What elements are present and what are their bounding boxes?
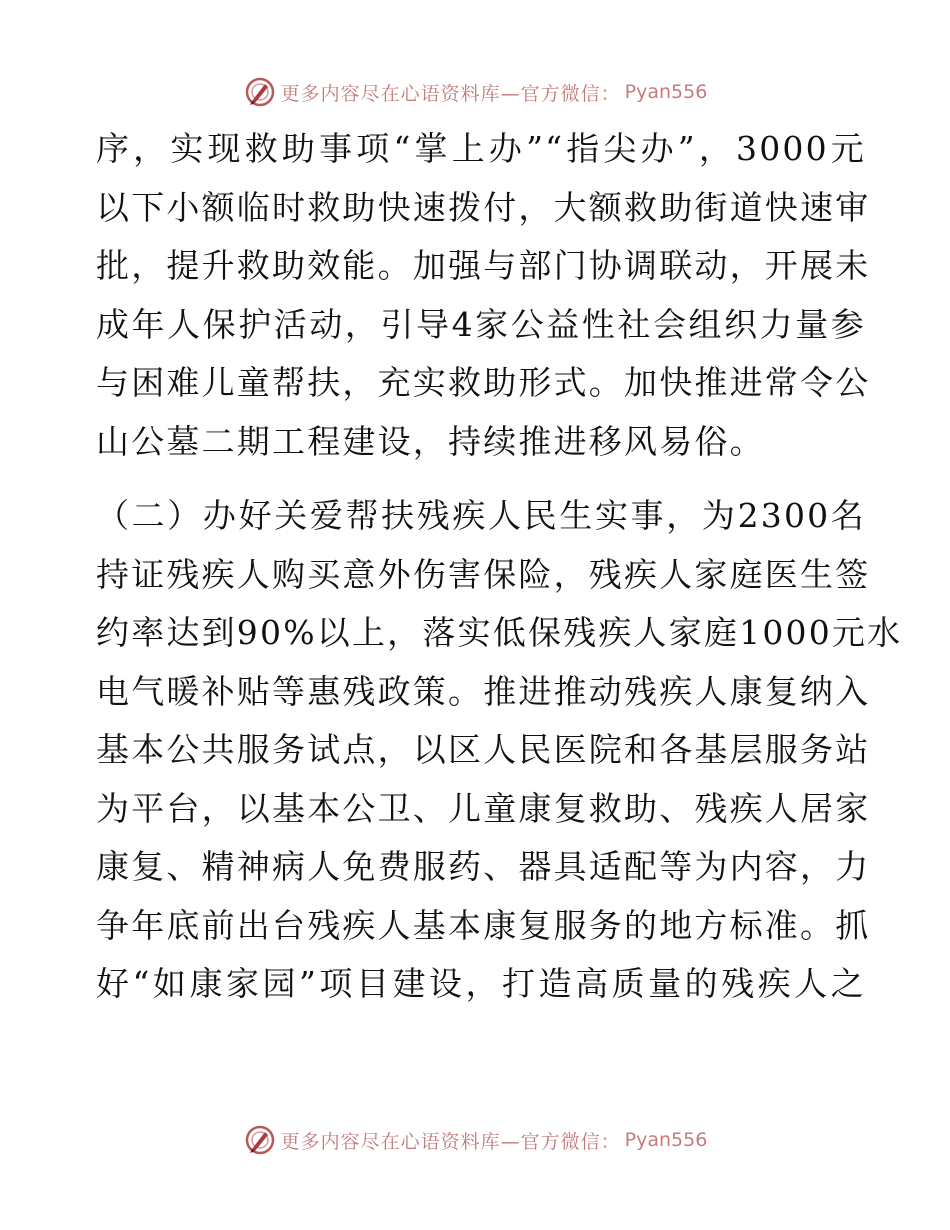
document-body [96,120,903,1014]
watermark-text: 更多内容尽在心语资料库—官方微信： [280,82,621,105]
watermark-wechat-id: Pyan556 [624,81,708,103]
paragraph [96,120,871,471]
text-line: 批，提升救助效能。加强与部门协调联动，开展未 [96,246,871,285]
text-line: 基本公共服务试点，以区人民医院和各基层服务站 [96,730,871,769]
pen-seal-icon [243,1123,277,1157]
watermark-text: 更多内容尽在心语资料库—官方微信： [280,1130,621,1153]
text-line: （二）办好关爱帮扶残疾人民生实事，为2300名 [96,496,866,535]
watermark-wechat-id: Pyan556 [624,1129,708,1151]
text-line: 康复、精神病人免费服药、器具适配等为内容，力 [96,847,871,886]
text-line: 持证残疾人购买意外伤害保险，残疾人家庭医生签 [96,554,871,594]
text-line: 电气暖补贴等惠残政策。推进推动残疾人康复纳入 [96,671,871,711]
text-line: 与困难儿童帮扶，充实救助形式。加快推进常令公 [96,363,871,402]
footer-watermark [0,1120,950,1160]
text-line: 好“如康家园”项目建设，打造高质量的残疾人之 [96,964,866,1003]
text-line: 山公墓二期工程建设，持续推进移风易俗。 [96,421,765,461]
text-line: 以下小额临时救助快速拨付，大额救助街道快速审 [96,187,871,227]
text-line: 约率达到90%以上，落实低保残疾人家庭1000元水 [96,613,903,652]
text-line: 成年人保护活动，引导4家公益性社会组织力量参 [96,304,866,344]
pen-seal-icon [243,75,277,109]
text-line: 序，实现救助事项“掌上办”“指尖办”，3000元 [96,129,866,168]
paragraph [96,487,903,1014]
text-line: 争年底前出台残疾人基本康复服务的地方标准。抓 [96,905,871,945]
text-line: 为平台，以基本公卫、儿童康复救助、残疾人居家 [96,788,871,828]
header-watermark [0,72,950,112]
